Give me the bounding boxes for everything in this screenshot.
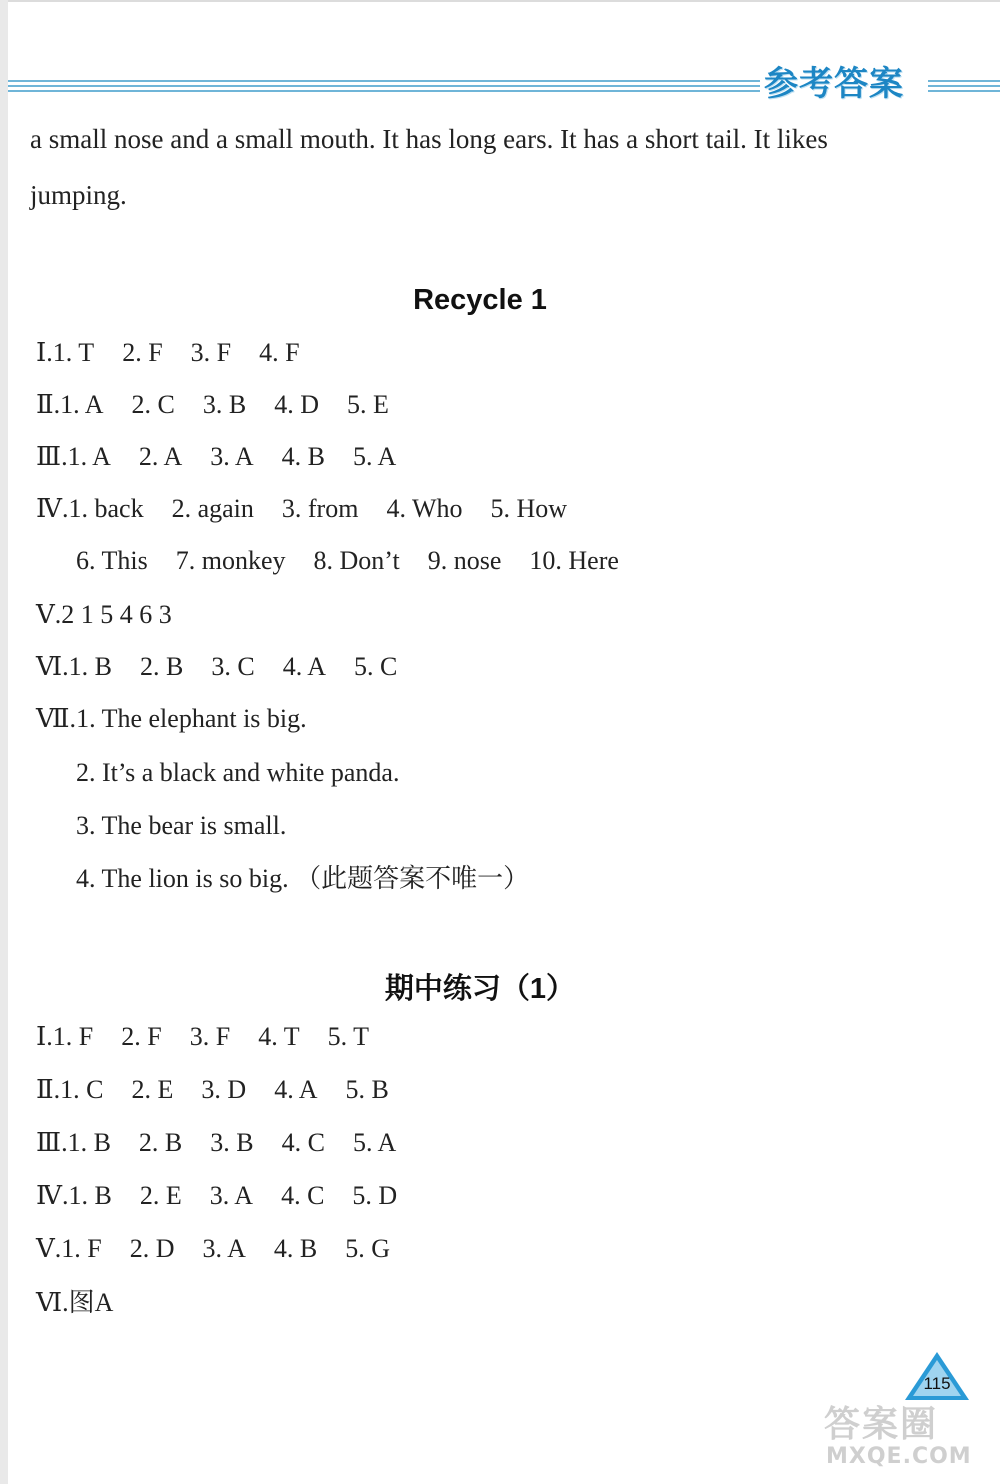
- section-title-midterm: 期中练习（1）: [384, 973, 576, 1005]
- answer-item: 1. The elephant is big.: [76, 704, 307, 733]
- answer-item: 5. A: [352, 442, 397, 471]
- answer-item: 5. B: [345, 1075, 389, 1104]
- answer-item: 2. B: [140, 652, 184, 681]
- question-numeral: Ⅴ.: [36, 600, 62, 629]
- answer-row: [36, 1024, 397, 1050]
- answer-item: 2. E: [131, 1075, 174, 1104]
- answer-row: [36, 1183, 425, 1209]
- question-numeral: Ⅲ.: [36, 1128, 68, 1157]
- answer-item: 5. D: [352, 1181, 398, 1210]
- answer-row: [36, 496, 595, 522]
- answer-row: [36, 392, 417, 418]
- answer-row: [36, 1077, 417, 1103]
- answer-item: 2. It’s a black and white panda.: [76, 758, 400, 787]
- intro-line-2: jumping.: [30, 180, 127, 210]
- answer-row: [76, 548, 647, 574]
- answer-row: [76, 866, 557, 892]
- answer-item: 4. A: [274, 1075, 318, 1104]
- page-number-badge: [905, 1352, 969, 1402]
- answer-item: 3. A: [210, 442, 254, 471]
- answer-item: 9. nose: [427, 546, 502, 575]
- answer-item: 1. C: [60, 1075, 104, 1104]
- answer-item: 7. monkey: [175, 546, 286, 575]
- answer-item: 3. F: [190, 338, 232, 367]
- answer-item: 1. A: [67, 442, 111, 471]
- answer-item: 3. D: [201, 1075, 247, 1104]
- intro-line-1: a small nose and a small mouth. It has long ears. It has a short tail. It likes: [30, 124, 828, 154]
- section-title-recycle: Recycle 1: [413, 284, 547, 316]
- answer-row: [36, 340, 328, 366]
- question-numeral: Ⅱ.: [36, 1075, 61, 1104]
- answer-item: 1. back: [68, 494, 144, 523]
- scan-left-edge: [0, 0, 8, 1484]
- answer-item: 2. F: [122, 338, 163, 367]
- answer-item: 5. A: [352, 1128, 397, 1157]
- answer-row: [36, 1130, 424, 1156]
- question-numeral: Ⅱ.: [36, 390, 61, 419]
- answer-item: 4. The lion is so big. （此题答案不唯一）: [76, 864, 530, 893]
- question-numeral: Ⅴ.: [36, 1234, 62, 1263]
- answer-item: 1. B: [68, 652, 112, 681]
- answer-item: 5. G: [345, 1234, 390, 1263]
- question-numeral: Ⅰ.: [36, 338, 53, 367]
- answer-item: 1. T: [52, 338, 95, 367]
- header-title: 参考答案: [760, 56, 928, 105]
- answer-item: 1. B: [68, 1181, 112, 1210]
- answer-row: [36, 1236, 418, 1262]
- answer-item: 2. E: [139, 1181, 182, 1210]
- answer-item: 4. T: [258, 1022, 300, 1051]
- watermark-logo: [820, 1396, 995, 1482]
- answer-item: 1. F: [52, 1022, 94, 1051]
- watermark-text: 答案圈: [824, 1404, 939, 1445]
- answer-row: [76, 760, 427, 786]
- answer-item: 2. D: [129, 1234, 175, 1263]
- answer-row: [36, 654, 425, 680]
- answer-item: 图A: [68, 1288, 114, 1317]
- answer-item: 4. D: [274, 390, 319, 419]
- answer-item: 4. C: [281, 1128, 325, 1157]
- answer-item: 4. F: [259, 338, 300, 367]
- question-numeral: Ⅰ.: [36, 1022, 53, 1051]
- answer-item: 3. C: [211, 652, 255, 681]
- page-number: 115: [923, 1374, 951, 1393]
- answer-item: 1. A: [60, 390, 104, 419]
- answer-item: 4. A: [282, 652, 327, 681]
- answer-item: 4. Who: [386, 494, 463, 523]
- question-numeral: Ⅵ.: [36, 652, 69, 681]
- watermark-url: MXQE.COM: [826, 1444, 972, 1469]
- answer-item: 4. C: [281, 1181, 325, 1210]
- answer-item: 3. B: [210, 1128, 254, 1157]
- answer-item: 2. A: [138, 442, 183, 471]
- question-numeral: Ⅵ.: [36, 1288, 69, 1317]
- answer-row: [36, 602, 200, 628]
- answer-item: 8. Don’t: [313, 546, 400, 575]
- answer-item: 3. F: [189, 1022, 231, 1051]
- answer-item: 2. C: [131, 390, 175, 419]
- answer-item: 2. F: [121, 1022, 162, 1051]
- answer-item: 3. B: [202, 390, 247, 419]
- answer-item: 3. from: [281, 494, 359, 523]
- answer-item: 4. B: [281, 442, 325, 471]
- answer-item: 2. B: [138, 1128, 183, 1157]
- answer-item: 3. A: [202, 1234, 246, 1263]
- question-numeral: Ⅳ.: [36, 1181, 69, 1210]
- answer-item: 1. F: [61, 1234, 102, 1263]
- answer-item: 5. E: [346, 390, 389, 419]
- answer-item: 6. This: [76, 546, 148, 575]
- answer-item: 2. again: [171, 494, 254, 523]
- answer-item: 5. How: [490, 494, 568, 523]
- answer-item: 5. T: [327, 1022, 370, 1051]
- answer-row: [36, 706, 335, 732]
- answer-item: 5. C: [354, 652, 398, 681]
- answer-item: 10. Here: [529, 546, 619, 575]
- answer-row: [76, 813, 314, 839]
- question-numeral: Ⅲ.: [36, 442, 68, 471]
- answer-item: 2 1 5 4 6 3: [61, 600, 172, 629]
- question-numeral: Ⅶ.: [36, 704, 77, 733]
- scan-top-edge: [0, 0, 1000, 2]
- answer-item: 3. A: [209, 1181, 254, 1210]
- answer-item: 1. B: [67, 1128, 111, 1157]
- answer-row: [36, 444, 424, 470]
- question-numeral: Ⅳ.: [36, 494, 69, 523]
- answer-item: 4. B: [273, 1234, 318, 1263]
- answer-item: 3. The bear is small.: [76, 811, 287, 840]
- answer-row: [36, 1290, 141, 1316]
